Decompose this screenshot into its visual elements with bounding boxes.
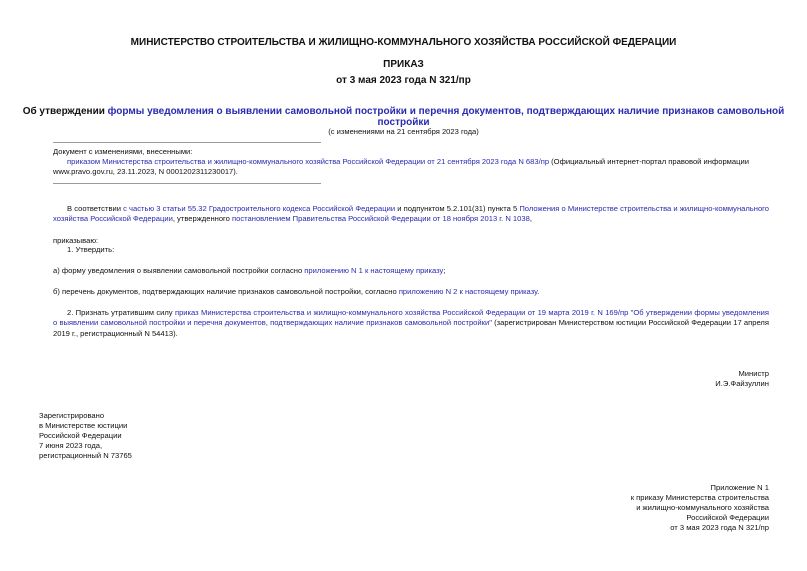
preamble-text-4: , xyxy=(529,214,532,224)
item-b-link[interactable]: приложению N 2 к настоящему приказу xyxy=(398,287,538,296)
preamble-link-decree[interactable]: постановлением Правительства Российской Федерации от 18 ноября 2013 г. N 1038 xyxy=(232,214,530,224)
document-title xyxy=(0,106,807,128)
signature-position: Министр xyxy=(738,369,769,378)
changes-entry xyxy=(53,157,769,178)
preamble-paragraph xyxy=(53,204,769,225)
order-word: приказываю: xyxy=(53,236,99,245)
item-a-text: а) форму уведомления о выявлении самовольной постройки согласно xyxy=(53,266,305,275)
preamble-link-regulation[interactable]: Положения о Министерстве строительства и жилищно-коммунального хозяйства Российской Федерации xyxy=(53,204,769,224)
item-2-end: (зарегистрирован Министерством юстиции Российской Федерации 17 апреля 2019 г., регистрационный N 54413). xyxy=(53,318,769,338)
item-b xyxy=(53,287,769,297)
signature-name: И.Э.Файзуллин xyxy=(715,379,769,388)
registration-line-4: 7 июня 2023 года, xyxy=(39,441,103,450)
preamble-text-2: и подпунктом 5.2.101(31) пункта 5 xyxy=(395,204,520,213)
registration-line-3: Российской Федерации xyxy=(39,431,122,440)
changes-top-rule xyxy=(53,142,321,143)
item-2-link[interactable]: приказ Министерства строительства и жилищно-коммунального хозяйства Российской Федерации от 19 марта 2019 г. N 169/пр "Об утверждении формы уведомления о выявлении самовольной постройки и перечня документов, подтверждающих наличие признаков самовольной постройки" xyxy=(53,308,769,328)
changes-rest: (Официальный интернет-портал правовой информации www.pravo.gov.ru, 23.11.2023, N 0001202311230017). xyxy=(53,157,749,177)
preamble-text-3: , утвержденного xyxy=(172,214,232,224)
document-date-number: от 3 мая 2023 года N 321/пр xyxy=(336,75,471,86)
appendix-line-1: Приложение N 1 xyxy=(710,483,769,492)
changes-bottom-rule xyxy=(53,183,321,184)
changes-link[interactable]: приказом Министерства строительства и жилищно-коммунального хозяйства Российской Федерации от 21 сентября 2023 года N 683/пр xyxy=(67,157,550,166)
amended-note: (с изменениями на 21 сентября 2023 года) xyxy=(328,127,479,136)
item-2 xyxy=(53,308,769,339)
changes-label: Документ с изменениями, внесенными: xyxy=(53,147,193,156)
title-link[interactable]: формы уведомления о выявлении самовольной постройки и перечня документов, подтверждающих наличие признаков самовольной постройки xyxy=(107,106,785,128)
item-1: 1. Утвердить: xyxy=(67,245,115,254)
title-prefix: Об утверждении xyxy=(22,106,108,117)
registration-line-2: в Министерстве юстиции xyxy=(39,421,128,430)
item-a-end: ; xyxy=(443,266,446,275)
item-b-text: б) перечень документов, подтверждающих наличие признаков самовольной постройки, согласно xyxy=(53,287,399,296)
ministry-heading: МИНИСТЕРСТВО СТРОИТЕЛЬСТВА И ЖИЛИЩНО-КОММУНАЛЬНОГО ХОЗЯЙСТВА РОССИЙСКОЙ ФЕДЕРАЦИИ xyxy=(130,37,677,48)
item-b-end: . xyxy=(537,287,540,296)
appendix-line-3: и жилищно-коммунального хозяйства xyxy=(636,503,769,512)
appendix-line-4: Российской Федерации xyxy=(686,513,769,522)
appendix-line-2: к приказу Министерства строительства xyxy=(630,493,769,502)
registration-line-5: регистрационный N 73765 xyxy=(39,451,132,460)
document-type-heading: ПРИКАЗ xyxy=(383,59,424,70)
appendix-line-5: от 3 мая 2023 года N 321/пр xyxy=(670,523,769,532)
item-a-link[interactable]: приложению N 1 к настоящему приказу xyxy=(304,266,444,275)
item-a xyxy=(53,266,769,276)
preamble-link-code[interactable]: с частью 3 статьи 55.32 Градостроительного кодекса Российской Федерации xyxy=(123,204,396,213)
item-2-text: 2. Признать утратившим силу xyxy=(67,308,175,317)
registration-line-1: Зарегистрировано xyxy=(39,411,105,420)
preamble-text-1: В соответствии xyxy=(67,204,124,213)
